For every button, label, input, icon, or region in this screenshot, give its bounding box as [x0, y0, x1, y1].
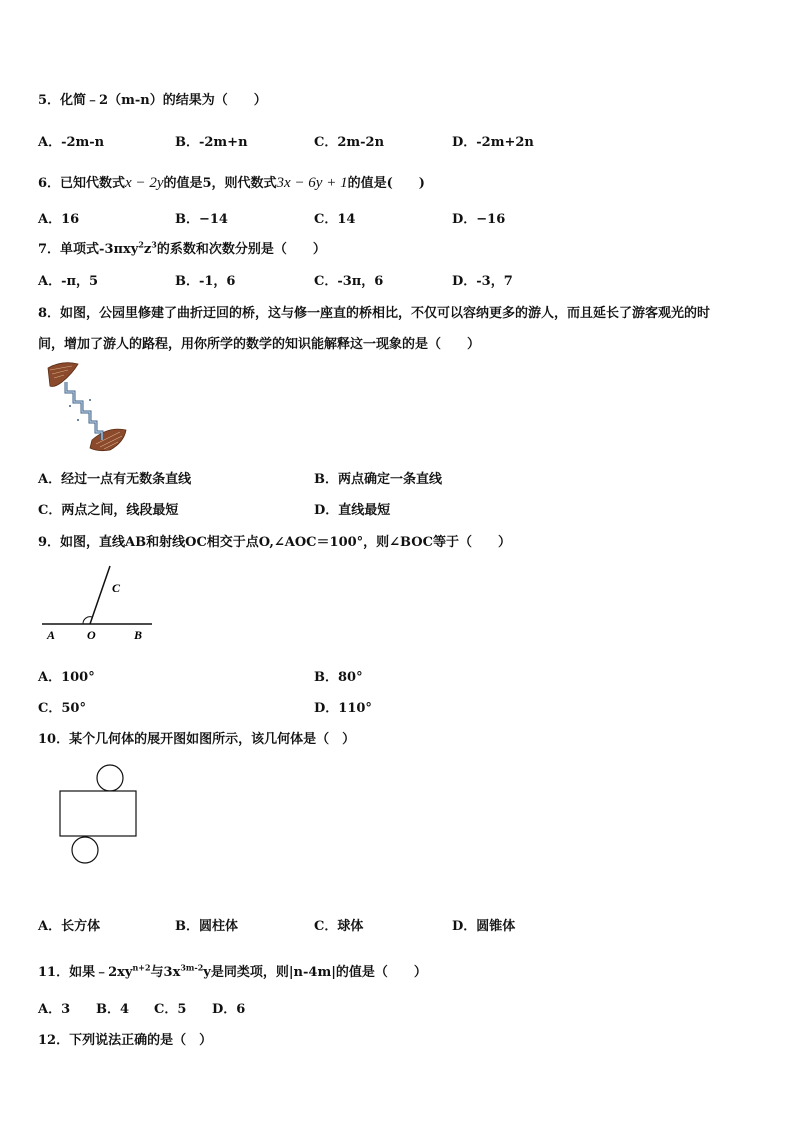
- q11-sup2: 3m-2: [180, 962, 204, 973]
- bridge-marker: [77, 419, 79, 421]
- q7-stem-c: 的系数和次数分别是（ ）: [156, 242, 326, 257]
- label-a: A: [47, 628, 56, 642]
- label-b: B: [134, 628, 143, 642]
- q8-stem-line2: 间，增加了游人的路程，用你所学的数学的知识能解释这一现象的是（ ）: [38, 337, 481, 352]
- upper-riverbank: [48, 363, 78, 387]
- q11-stem-a: 11．如果﹣2xy: [38, 965, 133, 980]
- top-circle: [97, 765, 123, 791]
- q10-stem: 10．某个几何体的展开图如图所示，该几何体是（ ）: [38, 732, 356, 747]
- q10-net-figure: [56, 762, 142, 866]
- q9-stem: 9．如图，直线AB和射线OC相交于点O,∠AOC＝100°，则∠BOC等于（ ）: [38, 535, 511, 550]
- q9-option-c: C．50°: [38, 701, 86, 716]
- q7-option-b: B．-1，6: [175, 274, 236, 289]
- q5-option-b: B．-2m+n: [175, 135, 248, 150]
- q5-option-c: C．2m-2n: [314, 135, 385, 150]
- q6-option-d: D．−16: [452, 212, 506, 227]
- q8-option-a: A．经过一点有无数条直线: [38, 472, 192, 487]
- q6-stem-b: 的值是5，则代数式: [163, 176, 277, 191]
- q11-sup1: n+2: [132, 962, 151, 973]
- q11-option-d: D．6: [212, 1002, 246, 1017]
- bottom-circle: [72, 837, 98, 863]
- bridge-marker: [69, 405, 71, 407]
- q7-sup1: 2: [138, 239, 144, 250]
- bridge-marker: [89, 399, 91, 401]
- q7-stem-a: 7．单项式-3πxy: [38, 242, 139, 257]
- q9-angle-figure: [40, 562, 156, 646]
- q6-option-c: C．14: [314, 212, 356, 227]
- label-c: C: [112, 581, 121, 595]
- q5-option-d: D．-2m+2n: [452, 135, 534, 150]
- q9-option-a: A．100°: [38, 670, 95, 685]
- q10-option-b: B．圆柱体: [175, 919, 238, 934]
- q6-expr2: 3x − 6y + 1: [276, 175, 348, 191]
- q8-option-c: C．两点之间，线段最短: [38, 503, 179, 518]
- q6-stem-c: 的值是( ): [347, 176, 425, 191]
- q8-stem-line1: 8．如图，公园里修建了曲折迂回的桥，这与修一座直的桥相比，不仅可以容纳更多的游人，而且延长了游客观光的时: [38, 306, 711, 321]
- q10-option-c: C．球体: [314, 919, 364, 934]
- q10-option-a: A．长方体: [38, 919, 101, 934]
- q5-stem: 5．化简﹣2（m-n）的结果为（ ）: [38, 93, 267, 108]
- q8-option-d: D．直线最短: [314, 503, 391, 518]
- q12-stem: 12．下列说法正确的是（ ）: [38, 1033, 213, 1048]
- q10-option-d: D．圆锥体: [452, 919, 516, 934]
- q11-option-b: B．4: [96, 1002, 130, 1017]
- q6-stem: [38, 172, 425, 192]
- q7-stem-b: z: [143, 242, 152, 257]
- q11-option-c: C．5: [154, 1002, 187, 1017]
- q5-option-a: A．-2m-n: [38, 135, 105, 150]
- q6-option-b: B．−14: [175, 212, 228, 227]
- q7-stem: [38, 238, 326, 257]
- q8-option-b: B．两点确定一条直线: [314, 472, 442, 487]
- q6-option-a: A．16: [38, 212, 80, 227]
- q7-sup2: 3: [151, 239, 157, 250]
- q7-option-c: C．-3π，6: [314, 274, 384, 289]
- q7-option-a: A．-π，5: [38, 274, 99, 289]
- q11-stem: [38, 961, 427, 980]
- q9-option-d: D．110°: [314, 701, 372, 716]
- q9-option-b: B．80°: [314, 670, 363, 685]
- ray-oc: [90, 566, 110, 624]
- q11-stem-c: y是同类项，则|n-4m|的值是（ ）: [203, 965, 427, 980]
- q11-stem-b: 与3x: [150, 965, 181, 980]
- q11-option-a: A．3: [38, 1002, 71, 1017]
- net-rectangle: [60, 791, 136, 836]
- q8-bridge-figure: [44, 360, 130, 456]
- label-o: O: [87, 628, 96, 642]
- q7-option-d: D．-3，7: [452, 274, 513, 289]
- q6-stem-a: 6．已知代数式: [38, 176, 126, 191]
- q6-expr1: x − 2y: [125, 175, 164, 191]
